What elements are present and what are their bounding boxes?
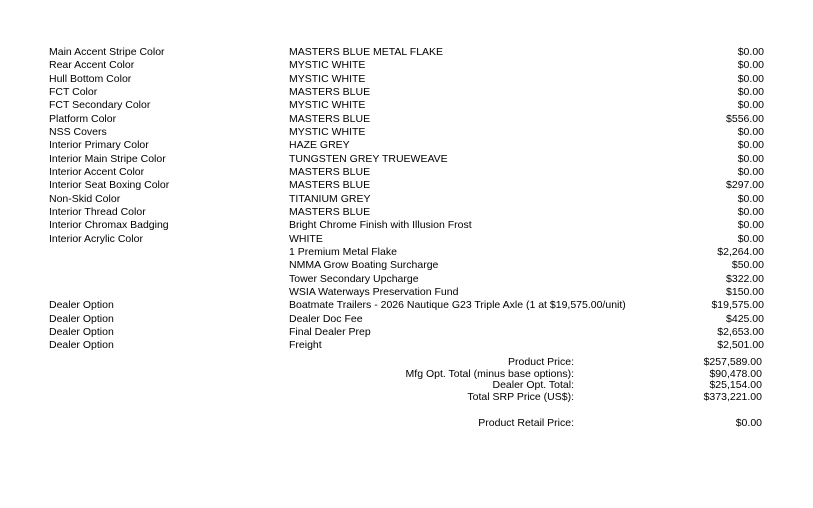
option-label: Non-Skid Color bbox=[49, 192, 121, 205]
option-row bbox=[49, 126, 764, 139]
mfg-opt-total-value: $90,478.00 bbox=[709, 367, 762, 380]
option-label: Dealer Option bbox=[49, 339, 114, 352]
total-srp-label: Total SRP Price (US$): bbox=[467, 390, 574, 403]
option-price: $322.00 bbox=[726, 272, 764, 285]
option-label: Dealer Option bbox=[49, 325, 114, 338]
option-price: $556.00 bbox=[726, 112, 764, 125]
option-price: $0.00 bbox=[737, 85, 764, 98]
product-retail-value: $0.00 bbox=[735, 417, 762, 429]
option-label: Main Accent Stripe Color bbox=[49, 46, 165, 58]
option-price: $0.00 bbox=[737, 72, 764, 85]
option-price: $0.00 bbox=[737, 165, 764, 178]
option-label: Interior Acrylic Color bbox=[49, 232, 143, 245]
option-label: Dealer Option bbox=[49, 299, 114, 312]
option-price: $425.00 bbox=[726, 312, 764, 325]
option-row bbox=[49, 273, 764, 286]
option-label: Hull Bottom Color bbox=[49, 72, 132, 85]
options-table bbox=[49, 46, 764, 353]
option-row bbox=[49, 286, 764, 299]
option-value: NMMA Grow Boating Surcharge bbox=[289, 259, 439, 272]
option-price: $0.00 bbox=[737, 46, 764, 58]
option-label: Interior Main Stripe Color bbox=[49, 152, 166, 165]
option-row bbox=[49, 99, 764, 112]
option-value: HAZE GREY bbox=[289, 139, 350, 152]
option-label: Dealer Option bbox=[49, 312, 114, 325]
option-label: Interior Primary Color bbox=[49, 139, 149, 152]
option-price: $0.00 bbox=[737, 192, 764, 205]
option-price: $2,501.00 bbox=[717, 339, 764, 352]
option-row bbox=[49, 59, 764, 72]
option-price: $0.00 bbox=[737, 99, 764, 112]
summary-row-total-srp bbox=[49, 392, 764, 404]
option-label: FCT Color bbox=[49, 85, 98, 98]
option-price: $297.00 bbox=[726, 179, 764, 192]
option-value: MYSTIC WHITE bbox=[289, 59, 366, 72]
option-price: $0.00 bbox=[737, 152, 764, 165]
option-row bbox=[49, 299, 764, 312]
option-price: $50.00 bbox=[731, 259, 764, 272]
option-row bbox=[49, 113, 764, 126]
option-price: $2,653.00 bbox=[717, 325, 764, 338]
option-row bbox=[49, 73, 764, 86]
option-value: Dealer Doc Fee bbox=[289, 312, 363, 325]
option-row bbox=[49, 179, 764, 192]
option-label: NSS Covers bbox=[49, 125, 107, 138]
product-price-label: Product Price: bbox=[508, 356, 574, 368]
mfg-opt-total-label: Mfg Opt. Total (minus base options): bbox=[405, 367, 574, 380]
retail-price-block bbox=[49, 418, 764, 430]
summary-row-product-price bbox=[49, 357, 764, 369]
option-row bbox=[49, 46, 764, 59]
option-row bbox=[49, 233, 764, 246]
option-row bbox=[49, 86, 764, 99]
option-value: TUNGSTEN GREY TRUEWEAVE bbox=[289, 152, 448, 165]
option-row bbox=[49, 339, 764, 352]
option-value: Final Dealer Prep bbox=[289, 325, 371, 338]
option-row bbox=[49, 326, 764, 339]
option-price: $0.00 bbox=[737, 232, 764, 245]
option-price: $19,575.00 bbox=[711, 299, 764, 312]
option-label: FCT Secondary Color bbox=[49, 99, 151, 112]
option-value: MYSTIC WHITE bbox=[289, 99, 366, 112]
dealer-opt-total-value: $25,154.00 bbox=[709, 379, 762, 392]
option-label: Interior Thread Color bbox=[49, 205, 146, 218]
option-row bbox=[49, 193, 764, 206]
option-value: Bright Chrome Finish with Illusion Frost bbox=[289, 219, 472, 232]
option-price: $0.00 bbox=[737, 125, 764, 138]
option-label: Interior Accent Color bbox=[49, 165, 145, 178]
option-value: Freight bbox=[289, 339, 322, 352]
option-value: Boatmate Trailers - 2026 Nautique G23 Triple Axle (1 at $19,575.00/unit) bbox=[289, 299, 626, 312]
option-label: Interior Seat Boxing Color bbox=[49, 179, 170, 192]
option-value: Tower Secondary Upcharge bbox=[289, 272, 419, 285]
option-label: Interior Chromax Badging bbox=[49, 219, 169, 232]
option-label: Rear Accent Color bbox=[49, 59, 135, 72]
option-price: $2,264.00 bbox=[717, 245, 764, 258]
option-row bbox=[49, 246, 764, 259]
option-row bbox=[49, 313, 764, 326]
option-value: MYSTIC WHITE bbox=[289, 72, 366, 85]
option-value: MASTERS BLUE METAL FLAKE bbox=[289, 46, 444, 58]
option-value: MASTERS BLUE bbox=[289, 179, 371, 192]
option-value: WHITE bbox=[289, 232, 323, 245]
option-value: MASTERS BLUE bbox=[289, 112, 371, 125]
summary-row-product-retail bbox=[49, 418, 764, 430]
price-summary bbox=[49, 357, 764, 403]
option-price: $0.00 bbox=[737, 205, 764, 218]
option-row bbox=[49, 139, 764, 152]
option-value: MYSTIC WHITE bbox=[289, 125, 366, 138]
summary-row-dealer-opt-total bbox=[49, 380, 764, 392]
option-row bbox=[49, 206, 764, 219]
option-value: MASTERS BLUE bbox=[289, 165, 371, 178]
option-row bbox=[49, 259, 764, 272]
total-srp-value: $373,221.00 bbox=[703, 390, 762, 403]
option-value: WSIA Waterways Preservation Fund bbox=[289, 285, 459, 298]
option-value: TITANIUM GREY bbox=[289, 192, 371, 205]
option-value: 1 Premium Metal Flake bbox=[289, 245, 397, 258]
option-price: $150.00 bbox=[726, 285, 764, 298]
option-price: $0.00 bbox=[737, 219, 764, 232]
option-row bbox=[49, 153, 764, 166]
product-retail-label: Product Retail Price: bbox=[478, 417, 574, 429]
dealer-opt-total-label: Dealer Opt. Total: bbox=[492, 379, 574, 392]
option-row bbox=[49, 219, 764, 232]
summary-row-mfg-opt-total bbox=[49, 369, 764, 381]
option-row bbox=[49, 166, 764, 179]
product-price-value: $257,589.00 bbox=[703, 356, 762, 368]
option-price: $0.00 bbox=[737, 139, 764, 152]
option-label: Platform Color bbox=[49, 112, 117, 125]
option-value: MASTERS BLUE bbox=[289, 205, 371, 218]
option-price: $0.00 bbox=[737, 59, 764, 72]
option-value: MASTERS BLUE bbox=[289, 85, 371, 98]
